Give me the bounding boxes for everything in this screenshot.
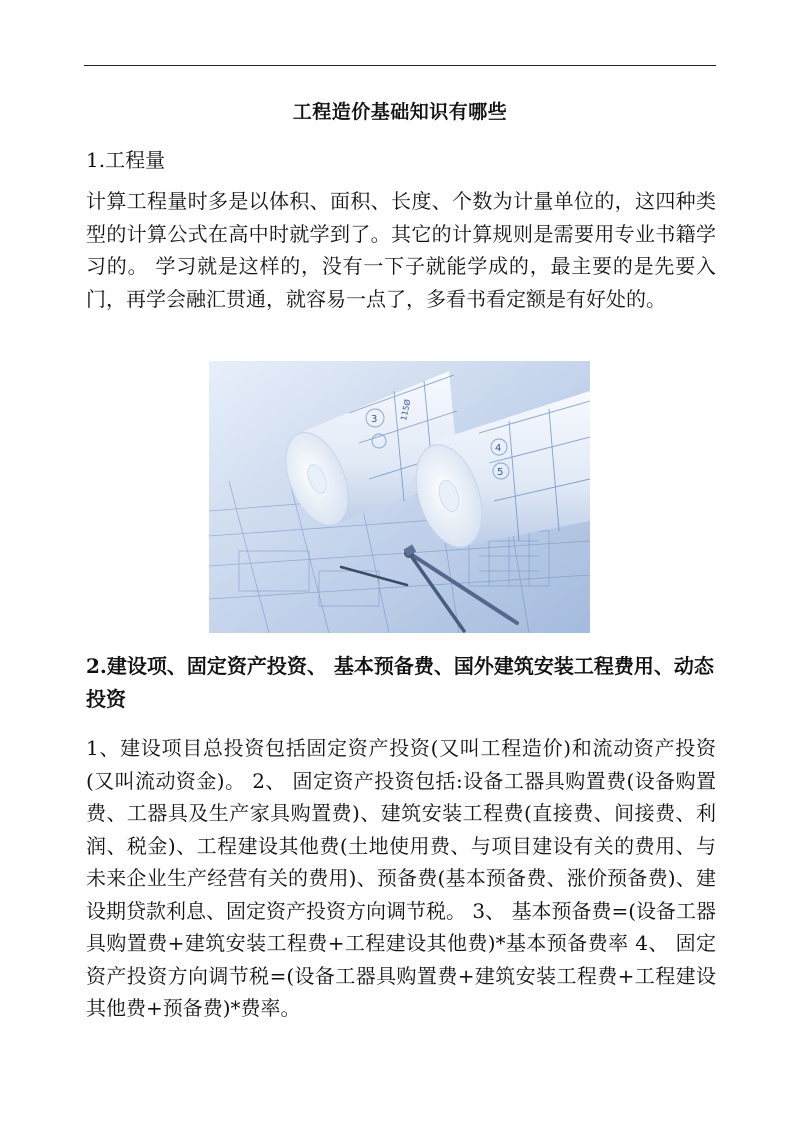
blueprint-photo xyxy=(209,361,590,633)
section-heading-1: 1.工程量 xyxy=(86,148,166,172)
roll-marker: 4 xyxy=(495,443,502,454)
section-body-1: 计算工程量时多是以体积、面积、长度、个数为计量单位的，这四种类型的计算公式在高中时就学到了。其它的计算规则是需要用专业书籍学习的。 学习就是这样的，没有一下子就能学成的，最主要的是先要入门，再学会融汇贯通，就容易一点了，多看书看定额是有好处的。 xyxy=(86,189,716,311)
roll-marker: 5 xyxy=(497,467,504,478)
blueprint-illustration xyxy=(209,361,590,633)
section-body-2: 1、建设项目总投资包括固定资产投资(又叫工程造价)和流动资产投资(又叫流动资金)。 2、 固定资产投资包括:设备工器具购置费(设备购置费、工器具及生产家具购置费)、建筑安装工程费(直接费、间接费、利润、税金)、工程建设其他费(土地使用费、与项目建设有关的费用、与未来企业生产经营有关的费用)、预备费(基本预备费、涨价预备费)、建设期贷款利息、固定资产投资方向调节税。 3、 基本预备费=(设备工器具购置费+建筑安装工程费+工程建设其他费)*基本预备费率 4、 固定资产投资方向调节税=(设备工器具购置费+建筑安装工程费+工程建设其他费+预备费)*费率。 xyxy=(86,736,716,1020)
roll-dimension: 115Ø xyxy=(399,398,413,422)
page-title: 工程造价基础知识有哪些 xyxy=(292,101,508,123)
section-heading-2: 2.建设项、固定资产投资、 基本预备费、国外建筑安装工程费用、动态投资 xyxy=(86,654,714,711)
roll-marker: 3 xyxy=(371,414,378,425)
header-rule xyxy=(84,65,716,66)
